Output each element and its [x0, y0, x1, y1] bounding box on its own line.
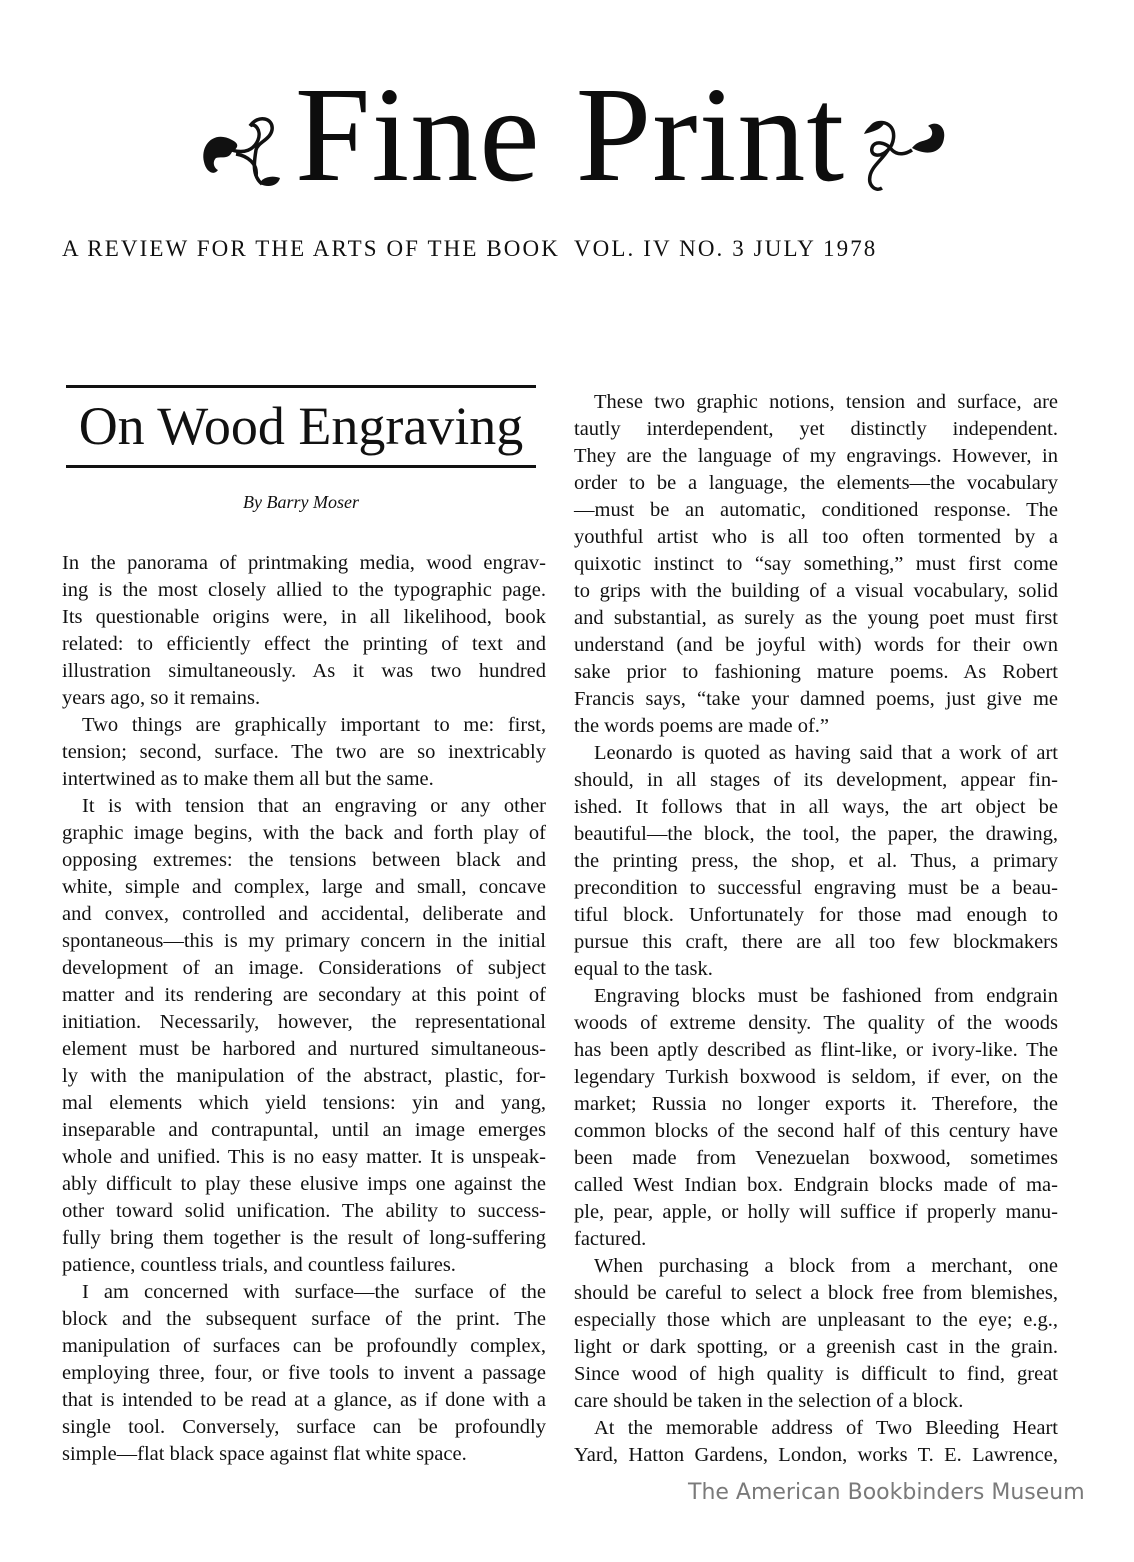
text-line: Since wood of high quality is difficult to find, great — [574, 1363, 1058, 1385]
text-line: has been aptly described as flint-like, or ivory-like. The — [574, 1039, 1058, 1061]
text-line: initiation. Necessarily, however, the representational — [62, 1011, 546, 1033]
text-line: beautiful—the block, the tool, the paper, the drawing, — [574, 823, 1058, 845]
text-line: to grips with the building of a visual vocabulary, solid — [574, 580, 1058, 602]
text-line: understand (and be joyful with) words for their own — [574, 634, 1058, 656]
text-line: white, simple and complex, large and small, concave — [62, 876, 546, 898]
text-line: and substantial, as surely as the young poet must first — [574, 607, 1058, 629]
text-line: called West Indian box. Endgrain blocks made of ma- — [574, 1174, 1058, 1196]
text-line: factured. — [574, 1228, 647, 1250]
text-line: tautly interdependent, yet distinctly independent. — [574, 418, 1058, 440]
text-line: single tool. Conversely, surface can be profoundly — [62, 1416, 546, 1438]
text-line: woods of extreme density. The quality of the woods — [574, 1012, 1058, 1034]
text-line: In the panorama of printmaking media, wood engrav- — [62, 552, 546, 574]
text-line: ing is the most closely allied to the typographic page. — [62, 579, 546, 601]
text-line: opposing extremes: the tensions between black and — [62, 849, 546, 871]
text-line: Engraving blocks must be fashioned from endgrain — [594, 985, 1058, 1007]
text-line: Leonardo is quoted as having said that a work of art — [594, 742, 1058, 764]
text-line: spontaneous—this is my primary concern in the initial — [62, 930, 546, 952]
text-line: whole and unified. This is no easy matter. It is unspeak- — [62, 1146, 546, 1168]
text-line: Its questionable origins were, in all likelihood, book — [62, 606, 546, 628]
text-line: other toward solid unification. The ability to success- — [62, 1200, 546, 1222]
text-line: illustration simultaneously. As it was two hundred — [62, 660, 546, 682]
article-title: On Wood Engraving — [78, 396, 524, 456]
text-line: order to be a language, the elements—the vocabulary — [574, 472, 1058, 494]
text-line: Francis says, “take your damned poems, just give me — [574, 688, 1058, 710]
text-line: simple—flat black space against flat white space. — [62, 1443, 467, 1465]
text-line: manipulation of surfaces can be profoundly complex, — [62, 1335, 546, 1357]
text-line: ly with the manipulation of the abstract, plastic, for- — [62, 1065, 546, 1087]
text-line: related: to efficiently effect the printing of text and — [62, 633, 546, 655]
text-line: light or dark spotting, or a greenish cast in the grain. — [574, 1336, 1058, 1358]
text-line: sake prior to fashioning mature poems. As Robert — [574, 661, 1058, 683]
text-line: precondition to successful engraving must be a beau- — [574, 877, 1058, 899]
text-line: mal elements which yield tensions: yin and yang, — [62, 1092, 546, 1114]
review-tagline: A REVIEW FOR THE ARTS OF THE BOOK — [62, 236, 560, 261]
text-line: employing three, four, or five tools to invent a passage — [62, 1362, 546, 1384]
issue-info: VOL. IV NO. 3 JULY 1978 — [573, 236, 878, 261]
text-line: matter and its rendering are secondary at this point of — [62, 984, 546, 1006]
text-line: tension; second, surface. The two are so inextricably — [62, 741, 546, 763]
watermark: The American Bookbinders Museum — [688, 1480, 1085, 1505]
text-line: should be careful to select a block free from blemishes, — [574, 1282, 1058, 1304]
text-line: fully bring them together is the result of long-suffering — [62, 1227, 546, 1249]
byline: By Barry Moser — [243, 492, 359, 512]
text-line: block and the subsequent surface of the print. The — [62, 1308, 546, 1330]
text-line: market; Russia no longer exports it. Therefore, the — [574, 1093, 1058, 1115]
title-rule-top — [66, 385, 536, 388]
text-line: ished. It follows that in all ways, the art object be — [574, 796, 1058, 818]
text-line: been made from Venezuelan boxwood, sometimes — [574, 1147, 1058, 1169]
text-line: quixotic instinct to “say something,” must first come — [574, 553, 1058, 575]
masthead — [0, 60, 1134, 210]
text-line: It is with tension that an engraving or any other — [82, 795, 546, 817]
text-line: equal to the task. — [574, 958, 713, 980]
masthead-title: Fine Print — [294, 60, 846, 210]
text-line: ably difficult to play these elusive imps one against the — [62, 1173, 546, 1195]
text-line: should, in all stages of its development, appear fin- — [574, 769, 1058, 791]
text-line: —must be an automatic, conditioned response. The — [574, 499, 1058, 521]
text-line: years ago, so it remains. — [62, 687, 261, 709]
text-line: At the memorable address of Two Bleeding Heart — [594, 1417, 1058, 1439]
text-line: I am concerned with surface—the surface of the — [82, 1281, 546, 1303]
text-line: development of an image. Considerations of subject — [62, 957, 546, 979]
masthead-subtitle — [62, 234, 1052, 264]
text-line: Yard, Hatton Gardens, London, works T. E. Lawrence, — [574, 1444, 1058, 1466]
text-line: the words poems are made of.” — [574, 715, 830, 737]
left-column — [62, 550, 546, 1468]
text-line: inseparable and contrapuntal, until an image emerges — [62, 1119, 546, 1141]
text-line: They are the language of my engravings. However, in — [574, 445, 1058, 467]
text-line: and convex, controlled and accidental, deliberate and — [62, 903, 546, 925]
title-rule-bottom — [66, 465, 536, 468]
fleuron-right-icon — [842, 100, 962, 200]
text-line: legendary Turkish boxwood is seldom, if ever, on the — [574, 1066, 1058, 1088]
text-line: Two things are graphically important to me: first, — [82, 714, 546, 736]
text-line: tiful block. Unfortunately for those mad enough to — [574, 904, 1058, 926]
text-line: common blocks of the second half of this century have — [574, 1120, 1058, 1142]
text-line: intertwined as to make them all but the same. — [62, 768, 434, 790]
text-line: care should be taken in the selection of a block. — [574, 1390, 964, 1412]
text-line: that is intended to be read at a glance, as if done with a — [62, 1389, 546, 1411]
text-line: When purchasing a block from a merchant, one — [594, 1255, 1058, 1277]
text-line: graphic image begins, with the back and forth play of — [62, 822, 546, 844]
text-line: the printing press, the shop, et al. Thus, a primary — [574, 850, 1058, 872]
right-column — [574, 389, 1058, 1469]
text-line: pursue this craft, there are all too few blockmakers — [574, 931, 1058, 953]
text-line: especially those which are unpleasant to the eye; e.g., — [574, 1309, 1058, 1331]
text-line: youthful artist who is all too often tormented by a — [574, 526, 1058, 548]
text-line: patience, countless trials, and countless failures. — [62, 1254, 456, 1276]
text-line: ple, pear, apple, or holly will suffice if properly manu- — [574, 1201, 1058, 1223]
text-line: These two graphic notions, tension and surface, are — [594, 391, 1058, 413]
text-line: element must be harbored and nurtured simultaneous- — [62, 1038, 546, 1060]
